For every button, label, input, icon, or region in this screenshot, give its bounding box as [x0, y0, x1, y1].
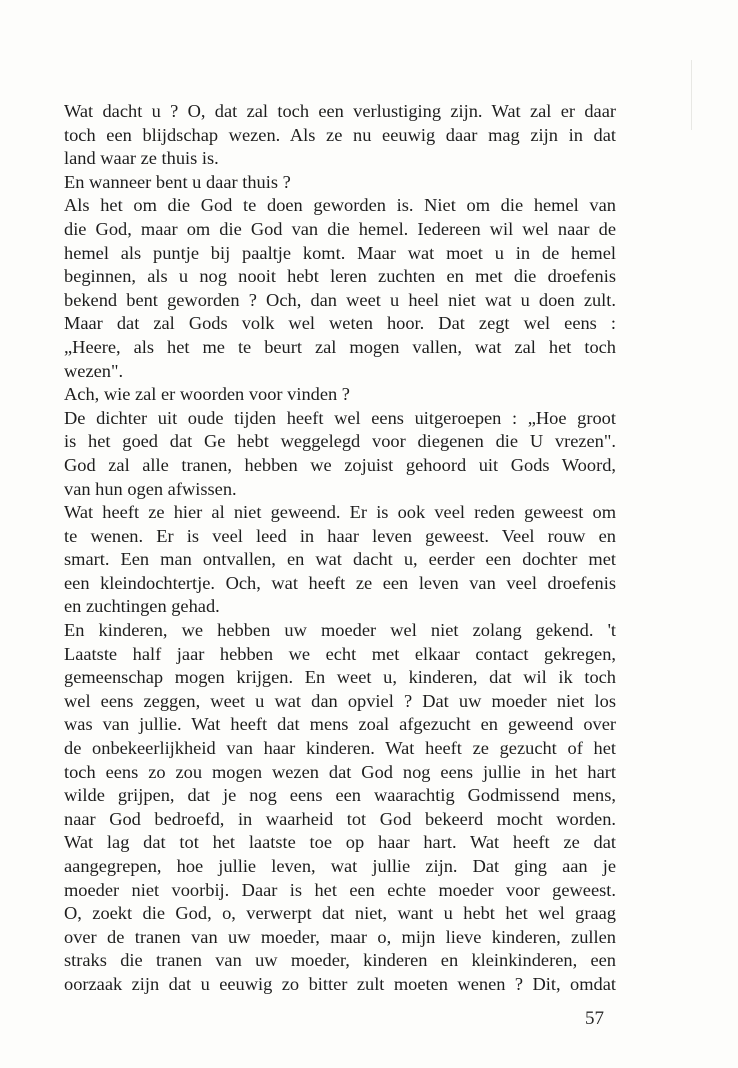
- text-line: Laatste half jaar hebben we echt met elkaar contact gekregen,: [64, 643, 616, 664]
- text-line: Als het om die God te doen geworden is. Niet om die hemel van: [64, 195, 616, 216]
- text-line: straks die tranen van uw moeder, kinderen en kleinkinderen, een: [64, 950, 616, 971]
- text-line: wilde grijpen, dat je nog eens een waarachtig Godmissend mens,: [64, 785, 616, 806]
- text-line: te wenen. Er is veel leed in haar leven geweest. Veel rouw en: [64, 525, 616, 546]
- text-line: O, zoekt die God, o, verwerpt dat niet, want u hebt het wel graag: [64, 903, 616, 924]
- text-line: Wat dacht u ? O, dat zal toch een verlustiging zijn. Wat zal er daar: [64, 101, 616, 121]
- page-number: 57: [585, 1008, 604, 1029]
- text-line: over de tranen van uw moeder, maar o, mijn lieve kinderen, zullen: [64, 926, 616, 947]
- text-line: beginnen, als u nog nooit hebt leren zuchten en met die droefenis: [64, 266, 616, 287]
- text-line: „Heere, als het me te beurt zal mogen vallen, wat zal het toch: [64, 336, 616, 357]
- text-line: gemeenschap mogen krijgen. En weet u, kinderen, dat wil ik toch: [64, 667, 616, 688]
- text-line: aangegrepen, hoe jullie leven, wat jullie zijn. Dat ging aan je: [64, 856, 616, 876]
- text-line: land waar ze thuis is.: [64, 148, 219, 169]
- text-line: moeder niet voorbij. Daar is het een echte moeder voor geweest.: [64, 879, 616, 900]
- text-line: is het goed dat Ge hebt weggelegd voor diegenen die U vrezen".: [64, 431, 616, 452]
- text-line: de onbekeerlijkheid van haar kinderen. Wat heeft ze gezucht of het: [64, 738, 616, 759]
- text-line: Maar dat zal Gods volk wel weten hoor. Dat zegt wel eens :: [64, 313, 616, 334]
- body-text: [64, 100, 616, 997]
- text-line: wel eens zeggen, weet u wat dan opviel ? Dat uw moeder niet los: [64, 690, 616, 711]
- text-line: toch een blijdschap wezen. Als ze nu eeuwig daar mag zijn in dat: [64, 124, 616, 145]
- text-line: toch eens zo zou mogen wezen dat God nog eens jullie in het hart: [64, 761, 616, 782]
- text-line: Wat lag dat tot het laatste toe op haar hart. Wat heeft ze dat: [64, 832, 616, 853]
- page-edge-shadow: [691, 60, 692, 130]
- text-line: hemel als puntje bij paaltje komt. Maar wat moet u in de hemel: [64, 242, 616, 263]
- text-line: naar God bedroefd, in waarheid tot God bekeerd mocht worden.: [64, 808, 616, 829]
- text-line: een kleindochtertje. Och, wat heeft ze een leven van veel droefenis: [64, 572, 616, 593]
- text-line: was van jullie. Wat heeft dat mens zoal afgezucht en geweend over: [64, 714, 616, 735]
- text-line: Wat heeft ze hier al niet geweend. Er is ook veel reden geweest om: [64, 502, 616, 523]
- text-line: Ach, wie zal er woorden voor vinden ?: [64, 384, 350, 405]
- text-line: smart. Een man ontvallen, en wat dacht u, eerder een dochter met: [64, 549, 616, 570]
- text-line: bekend bent geworden ? Och, dan weet u heel niet wat u doen zult.: [64, 289, 616, 310]
- text-line: en zuchtingen gehad.: [64, 596, 220, 617]
- text-line: van hun ogen afwissen.: [64, 478, 237, 499]
- text-line: En kinderen, we hebben uw moeder wel niet zolang gekend. 't: [64, 620, 616, 641]
- text-line: oorzaak zijn dat u eeuwig zo bitter zult moeten wenen ? Dit, omdat: [64, 973, 616, 994]
- text-line: En wanneer bent u daar thuis ?: [64, 171, 291, 192]
- text-line: De dichter uit oude tijden heeft wel eens uitgeroepen : „Hoe groot: [64, 407, 616, 428]
- text-line: wezen".: [64, 360, 124, 381]
- text-line: die God, maar om die God van die hemel. Iedereen wil wel naar de: [64, 218, 616, 239]
- text-line: God zal alle tranen, hebben we zojuist gehoord uit Gods Woord,: [64, 454, 616, 475]
